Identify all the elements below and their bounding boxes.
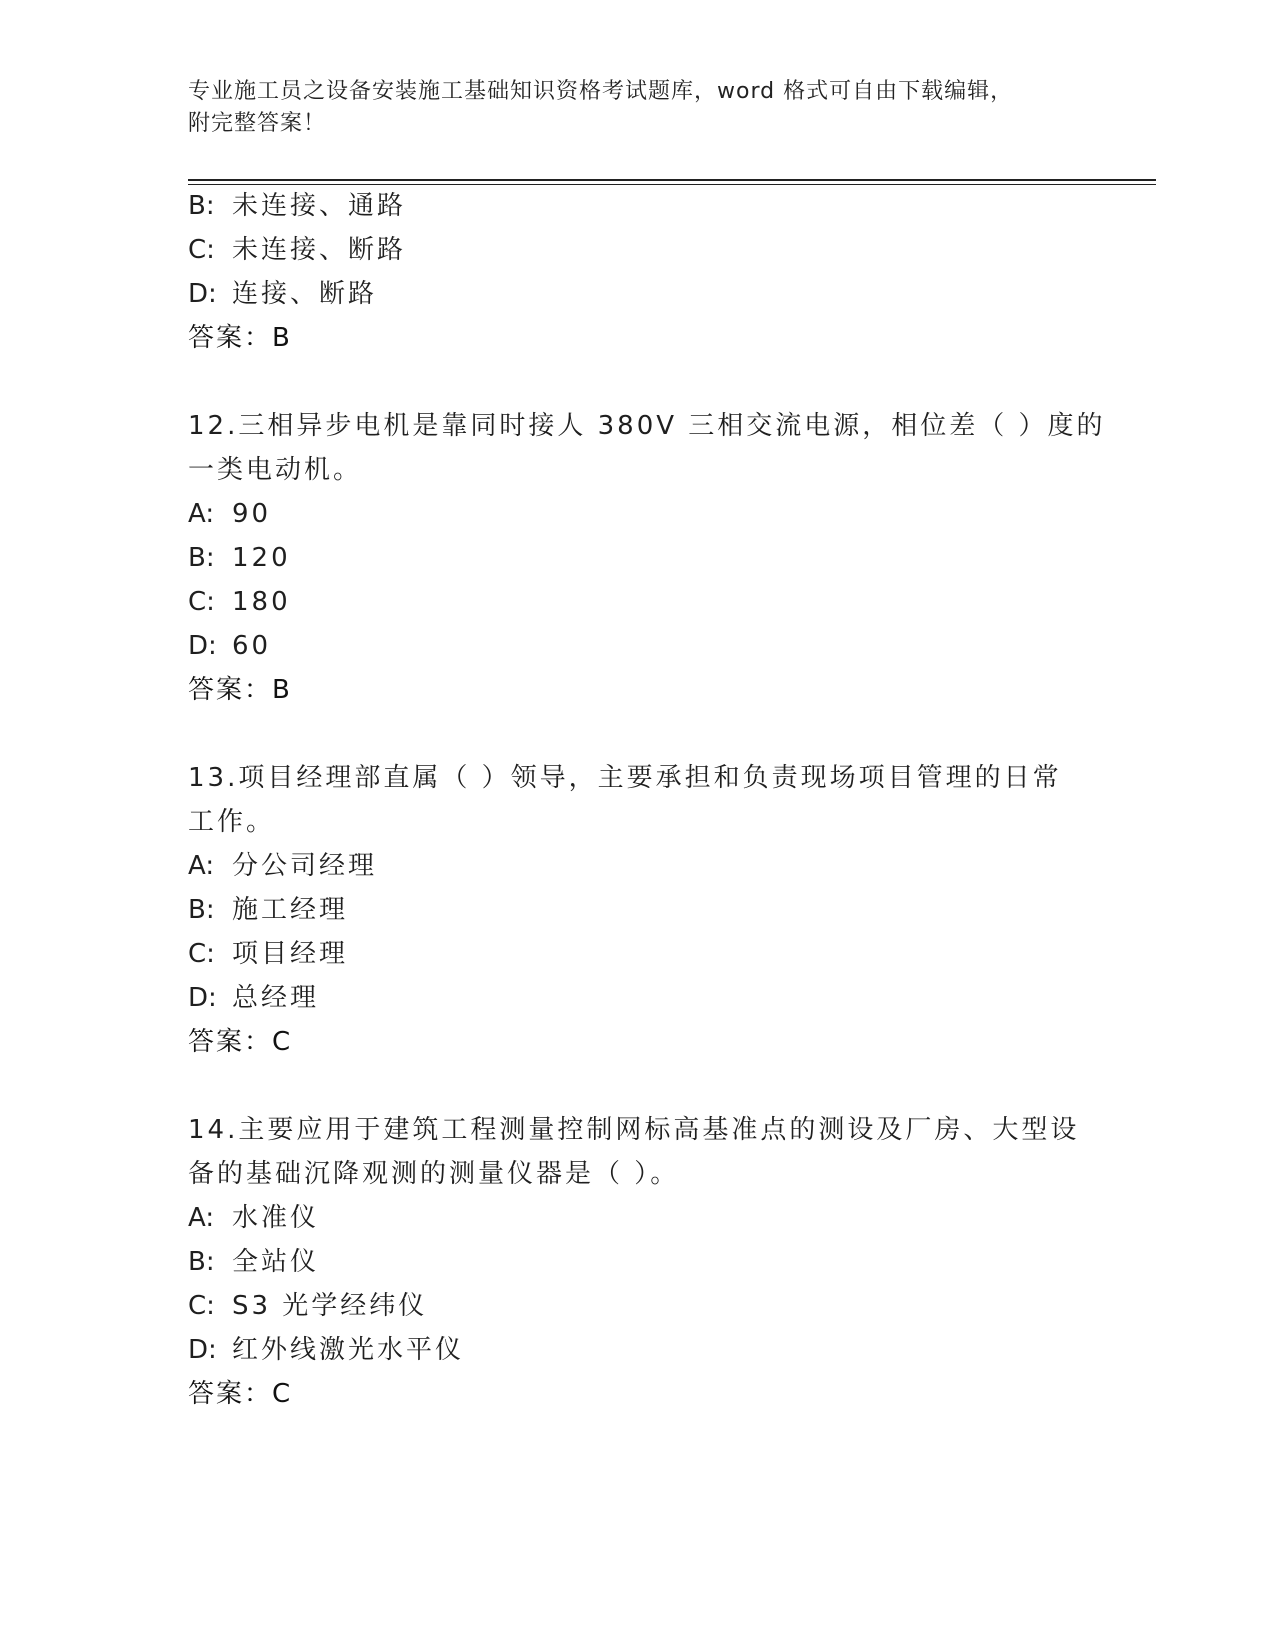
q13-stem-line-2: 工作。 [188,807,276,837]
option-key: C: [188,235,215,265]
option-key: B: [188,895,215,925]
q14-answer: 答案：C [188,1379,293,1409]
q13-stem-line-1: 13.项目经理部直属（ ）领导，主要承担和负责现场项目管理的日常 [188,763,1062,793]
q12-stem-line-2: 一类电动机。 [188,455,363,485]
option-key: C: [188,939,215,969]
option-key: A: [188,499,215,529]
option-text: 施工经理 [232,895,349,925]
option-key: D: [188,631,217,661]
option-text: S3 光学经纬仪 [232,1291,428,1321]
option-text: 项目经理 [232,939,349,969]
option-key: B: [188,543,215,573]
option-text: 红外线激光水平仪 [232,1335,465,1365]
option-text: 未连接、断路 [232,235,407,265]
q13-option-b [188,894,348,926]
q12-option-d [188,630,271,662]
q12-answer: 答案：B [188,675,292,705]
q14-option-c [188,1290,427,1322]
option-text: 连接、断路 [232,279,378,309]
header-line-1: 专业施工员之设备安装施工基础知识资格考试题库，word 格式可自由下载编辑， [188,79,1014,104]
q14-option-a [188,1202,319,1234]
option-text: 分公司经理 [232,851,378,881]
q14-option-b [188,1246,319,1278]
option-key: D: [188,983,217,1013]
q14-stem-line-2: 备的基础沉降观测的测量仪器是（ ）。 [188,1159,680,1189]
document-header [188,76,1068,140]
option-text: 未连接、通路 [232,191,407,221]
q11-option-c [188,234,406,266]
option-text: 全站仪 [232,1247,320,1277]
option-key: B: [188,1247,215,1277]
option-key: D: [188,1335,217,1365]
q14-stem-line-1: 14.主要应用于建筑工程测量控制网标高基准点的测设及厂房、大型设 [188,1115,1080,1145]
q11-answer: 答案：B [188,323,292,353]
q11-option-b [188,190,406,222]
option-text: 水准仪 [232,1203,320,1233]
q12-option-b [188,542,291,574]
header-divider [188,179,1156,185]
option-key: B: [188,191,215,221]
option-text: 60 [232,631,272,661]
option-key: D: [188,279,217,309]
option-text: 120 [232,543,291,573]
q13-option-a [188,850,377,882]
option-key: C: [188,587,215,617]
q14-option-d [188,1334,464,1366]
option-key: A: [188,1203,215,1233]
option-text: 总经理 [232,983,320,1013]
q12-option-c [188,586,291,618]
q13-option-c [188,938,348,970]
q12-option-a [188,498,271,530]
option-key: C: [188,1291,215,1321]
header-line-2: 附完整答案！ [188,111,327,136]
option-text: 90 [232,499,272,529]
q13-answer: 答案：C [188,1027,293,1057]
q13-option-d [188,982,319,1014]
option-key: A: [188,851,215,881]
option-text: 180 [232,587,291,617]
q11-option-d [188,278,377,310]
q12-stem-line-1: 12.三相异步电机是靠同时接人 380V 三相交流电源，相位差（ ）度的 [188,411,1106,441]
